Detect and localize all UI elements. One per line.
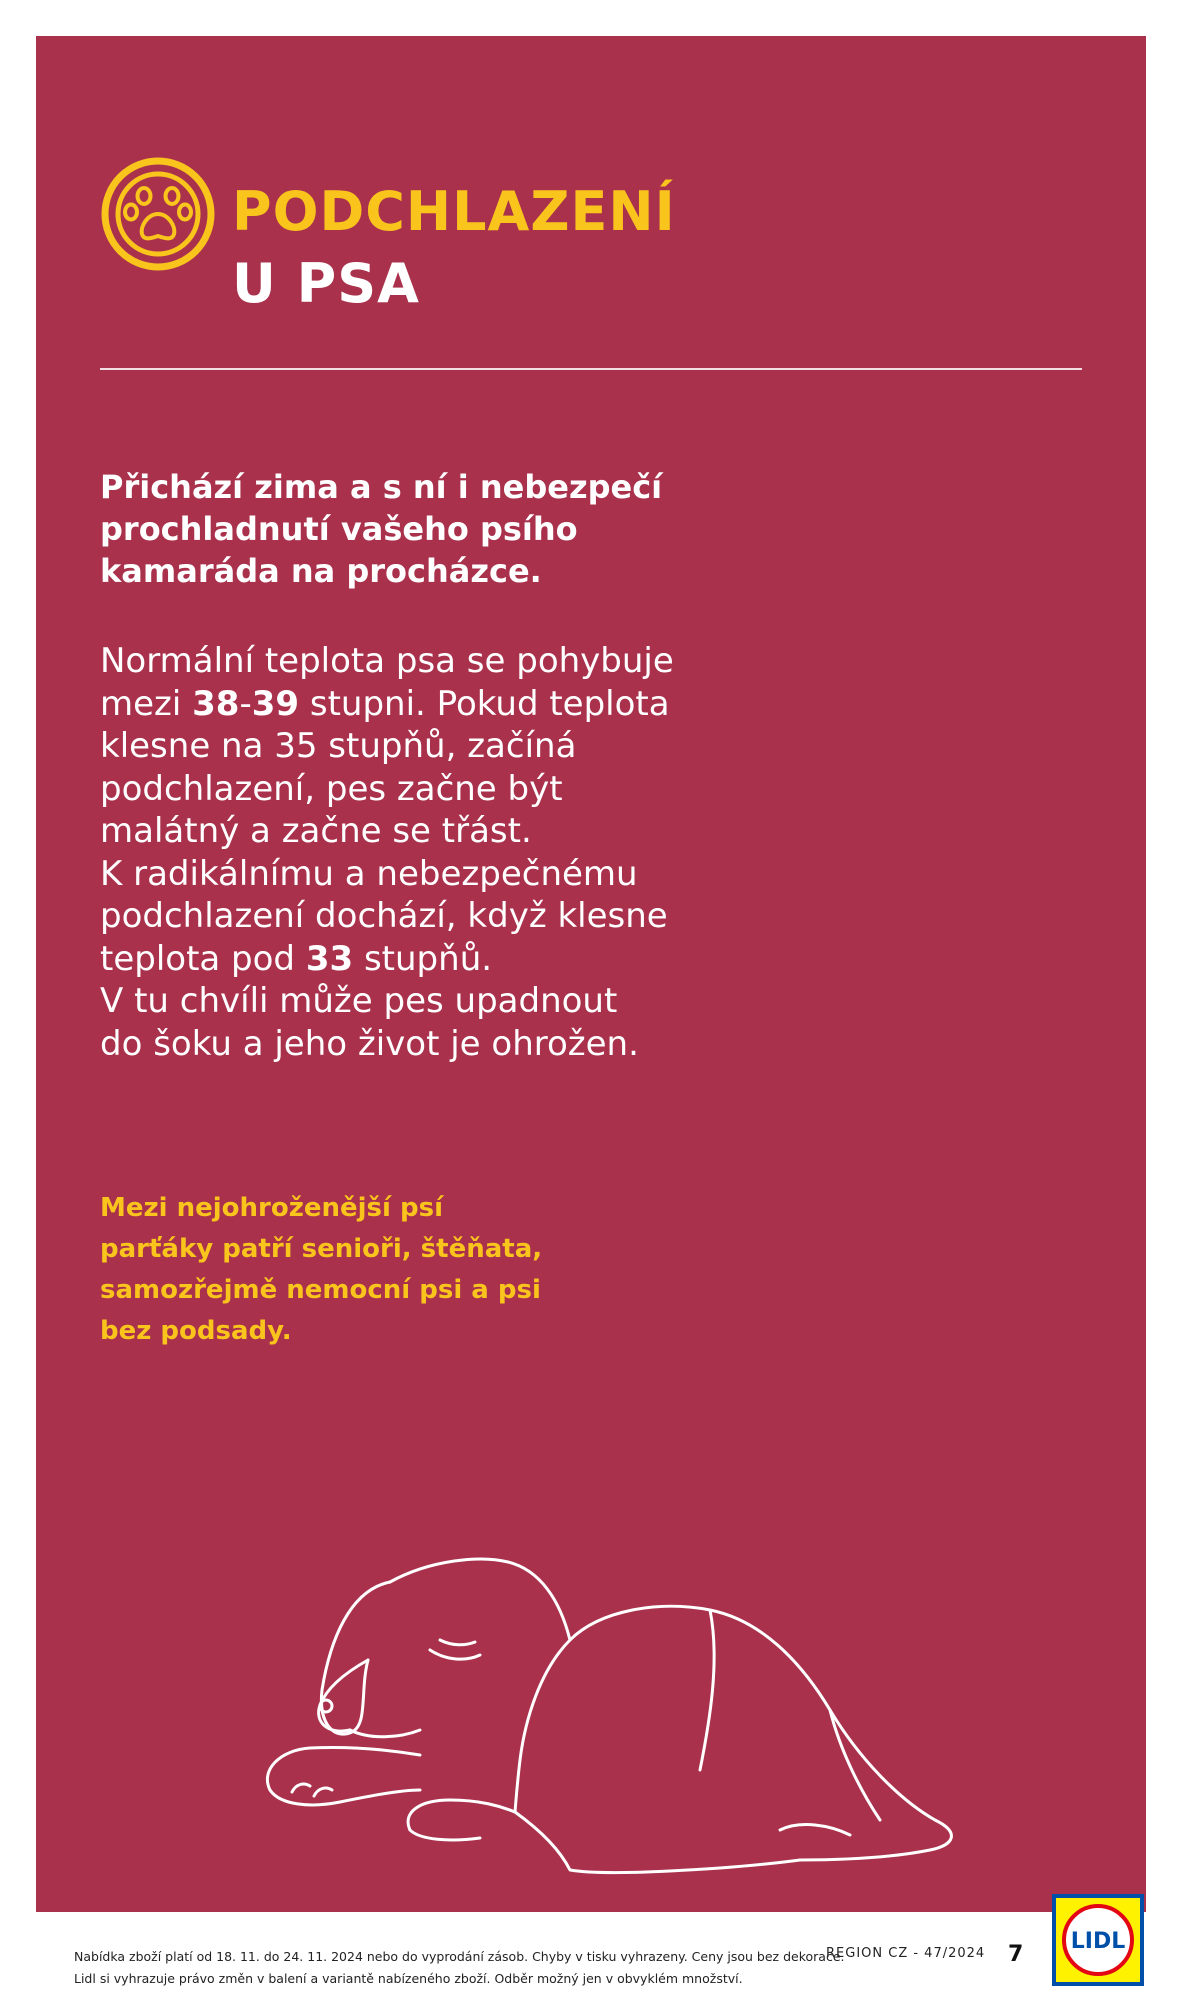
- lidl-logo: [1052, 1894, 1144, 1986]
- highlight-line: samozřejmě nemocní psi a psi: [100, 1275, 541, 1305]
- footer-disclaimer: [74, 1946, 844, 1990]
- highlight-line: Mezi nejohroženější psí: [100, 1193, 443, 1223]
- divider: [100, 368, 1082, 370]
- logo-text: LIDL: [1070, 1929, 1126, 1954]
- body-line: V tu chvíli může pes upadnout: [100, 981, 618, 1021]
- page-title: [232, 176, 676, 320]
- region-code: REGION CZ - 47/2024: [826, 1946, 986, 1961]
- title-line-2: U PSA: [232, 252, 420, 315]
- lead-line: kamaráda na procházce.: [100, 552, 542, 590]
- sleeping-dog-illustration: [240, 1500, 980, 1900]
- lead-line: Přichází zima a s ní i nebezpečí: [100, 468, 663, 506]
- body-line: klesne na 35 stupňů, začíná: [100, 726, 577, 766]
- body-line: Normální teplota psa se pohybuje: [100, 641, 674, 681]
- body-line: podchlazení, pes začne být: [100, 768, 563, 809]
- paw-icon: [100, 156, 216, 272]
- footer-note-line: Lidl si vyhrazuje právo změn v balení a variantě nabízeného zboží. Odběr možný jen v obvyklém množství.: [74, 1971, 743, 1986]
- body-line: teplota pod 33 stupňů.: [100, 938, 493, 979]
- body-line: K radikálnímu a nebezpečnému: [100, 853, 638, 894]
- body-line: do šoku a jeho život je ohrožen.: [100, 1023, 639, 1064]
- highlight-note: [100, 1188, 620, 1352]
- highlight-line: parťáky patří senioři, štěňata,: [100, 1234, 543, 1264]
- title-line-1: PODCHLAZENÍ: [232, 180, 676, 243]
- body-line: podchlazení dochází, když klesne: [100, 896, 668, 936]
- body-line: malátný a začne se třást.: [100, 811, 532, 851]
- body-paragraph: [100, 640, 740, 1065]
- lead-line: prochladnutí vašeho psího: [100, 510, 578, 548]
- highlight-line: bez podsady.: [100, 1316, 292, 1346]
- body-line: mezi 38-39 stupni. Pokud teplota: [100, 683, 670, 724]
- lead-paragraph: [100, 466, 740, 592]
- footer-note-line: Nabídka zboží platí od 18. 11. do 24. 11. 2024 nebo do vyprodání zásob. Chyby v tisku vyhrazeny. Ceny jsou bez dekorace.: [74, 1949, 845, 1964]
- page-number: 7: [1008, 1942, 1024, 1967]
